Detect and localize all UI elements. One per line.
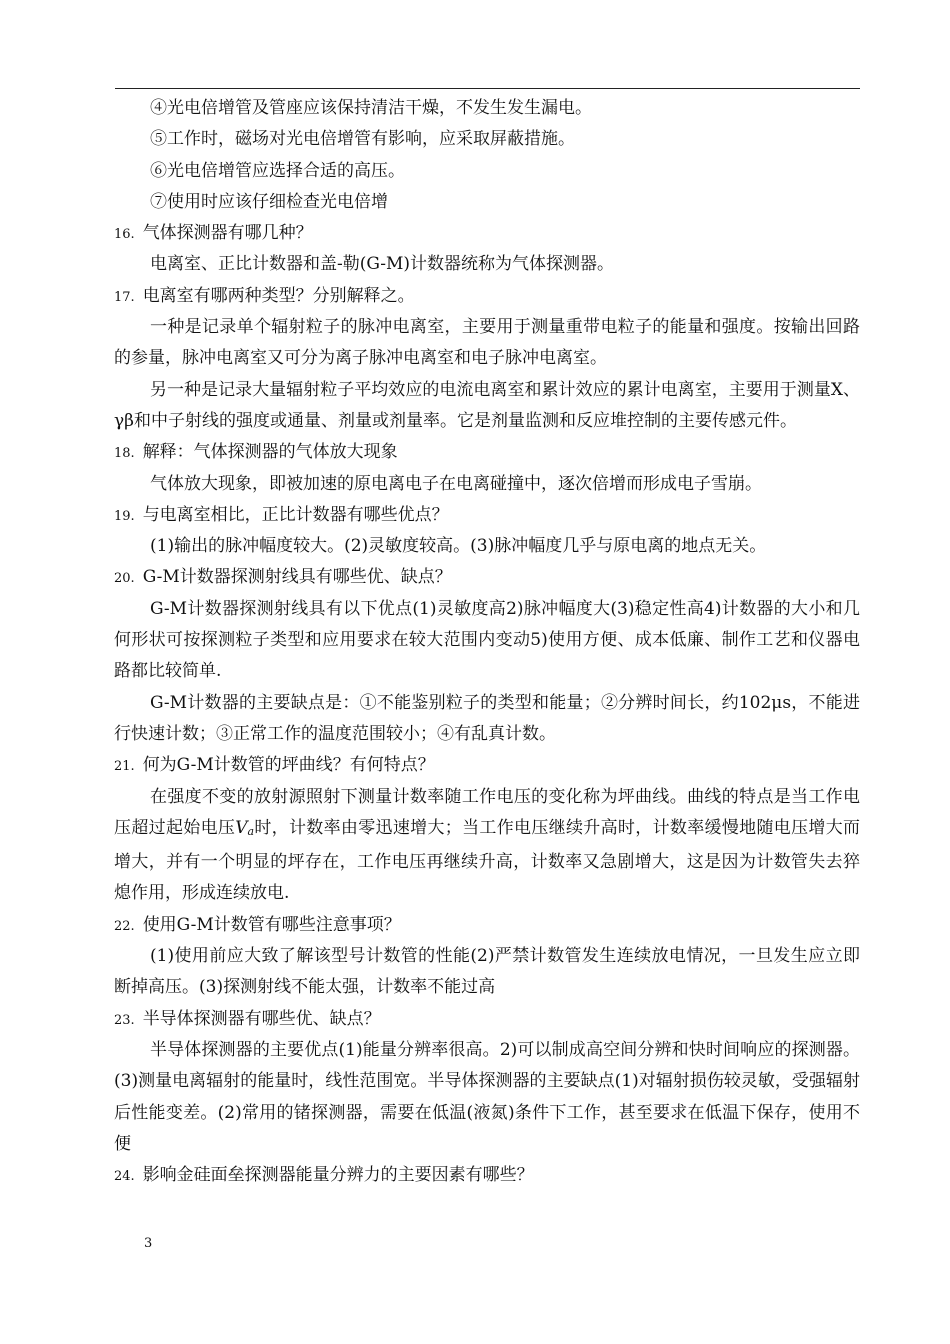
question-24 <box>114 1160 860 1191</box>
voltage-subscript: a <box>247 824 255 838</box>
question-19 <box>114 500 860 531</box>
document-body <box>114 93 860 1191</box>
question-16 <box>114 218 860 249</box>
question-17 <box>114 281 860 312</box>
question-23 <box>114 1004 860 1035</box>
question-text: 电离室有哪两种类型？分别解释之。 <box>142 285 415 306</box>
question-number: 24. <box>114 1169 135 1185</box>
question-text: 何为G-M计数管的坪曲线？有何特点？ <box>142 755 435 776</box>
question-text: 与电离室相比，正比计数器有哪些优点？ <box>142 504 449 525</box>
question-text: G-M计数器探测射线具有哪些优、缺点？ <box>142 567 452 588</box>
question-number: 16. <box>114 227 135 243</box>
answer-22: (1)使用前应大致了解该型号计数管的性能(2)严禁计数管发生连续放电情况，一旦发生应立即断掉高压。(3)探测射线不能太强，计数率不能过高 <box>114 946 860 998</box>
answer-17-paragraph-2: 另一种是记录大量辐射粒子平均效应的电流电离室和累计效应的累计电离室，主要用于测量X、γβ和中子射线的强度或通量、剂量或剂量率。它是剂量监测和反应堆控制的主要传感元件。 <box>114 379 860 431</box>
answer-20-paragraph-1: G-M计数器探测射线具有以下优点(1)灵敏度高2)脉冲幅度大(3)稳定性高4)计数器的大小和几何形状可按探测粒子类型和应用要求在较大范围内变动5)使用方便、成本低廉、制作工艺和仪器电路都比较简单. <box>114 598 860 682</box>
question-number: 17. <box>114 289 135 305</box>
answer-18: 气体放大现象，即被加速的原电离电子在电离碰撞中，逐次倍增而形成电子雪崩。 <box>150 473 762 494</box>
question-number: 23. <box>114 1012 135 1028</box>
header-rule <box>115 88 860 89</box>
answer-21 <box>114 782 860 910</box>
answer-text: 时，计数率由零迅速增大；当工作电压继续升高时，计数率缓慢地随电压增大而增大，并有一个明显的坪存在，工作电压再继续升高，计数率又急剧增大，这是因为计数管失去猝熄作用，形成连续放电. <box>114 817 861 904</box>
answer-23: 半导体探测器的主要优点(1)能量分辨率很高。2)可以制成高空间分辨和快时间响应的探测器。(3)测量电离辐射的能量时，线性范围宽。半导体探测器的主要缺点(1)对辐射损伤较灵敏，受强辐射后性能变差。(2)常用的锗探测器，需要在低温(液氮)条件下工作，甚至要求在低温下保存，使用不便 <box>114 1039 860 1154</box>
question-22 <box>114 910 860 941</box>
question-text: 使用G-M计数管有哪些注意事项？ <box>142 914 401 935</box>
question-number: 20. <box>114 571 135 587</box>
question-number: 19. <box>114 508 135 524</box>
question-text: 影响金硅面垒探测器能量分辨力的主要因素有哪些？ <box>142 1165 534 1186</box>
answer-16: 电离室、正比计数器和盖-勒(G-M)计数器统称为气体探测器。 <box>150 254 615 275</box>
question-text: 半导体探测器有哪些优、缺点？ <box>142 1008 381 1029</box>
answer-19: (1)输出的脉冲幅度较大。(2)灵敏度较高。(3)脉冲幅度几乎与原电离的地点无关。 <box>150 536 767 557</box>
answer-text: 在强度不变的放射源照射下测量计数率随工作电压的变化称为坪曲线。曲线的特点是当工作电压超过起始电压 <box>114 786 860 838</box>
answer-20-paragraph-2: G-M计数器的主要缺点是：①不能鉴别粒子的类型和能量；②分辨时间长，约102μs，不能进行快速计数；③正常工作的温度范围较小；④有乱真计数。 <box>114 692 860 744</box>
question-number: 18. <box>114 446 135 462</box>
question-18 <box>114 437 860 468</box>
list-item: ⑥光电倍增管应选择合适的高压。 <box>150 160 405 181</box>
question-number: 21. <box>114 759 135 775</box>
list-item: ⑤工作时，磁场对光电倍增管有影响，应采取屏蔽措施。 <box>150 129 575 150</box>
question-number: 22. <box>114 918 135 934</box>
answer-17-paragraph-1: 一种是记录单个辐射粒子的脉冲电离室，主要用于测量重带电粒子的能量和强度。按输出回路的参量，脉冲电离室又可分为离子脉冲电离室和电子脉冲电离室。 <box>114 317 860 369</box>
question-text: 气体探测器有哪几种？ <box>142 223 313 244</box>
list-item: ⑦使用时应该仔细检查光电倍增 <box>150 191 388 212</box>
voltage-symbol: V <box>235 817 248 838</box>
question-21 <box>114 750 860 781</box>
question-text: 解释：气体探测器的气体放大现象 <box>142 442 398 463</box>
page-number: 3 <box>144 1236 153 1251</box>
list-item: ④光电倍增管及管座应该保持清洁干燥，不发生发生漏电。 <box>150 98 592 118</box>
question-20 <box>114 562 860 593</box>
